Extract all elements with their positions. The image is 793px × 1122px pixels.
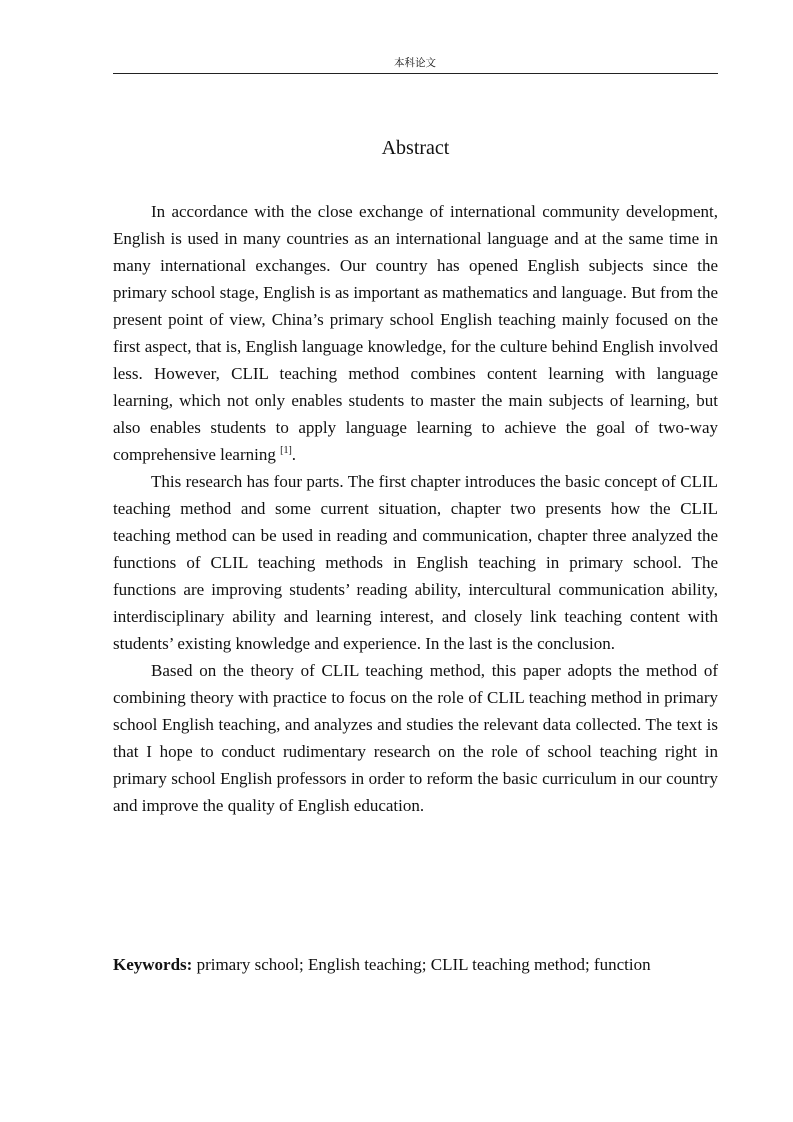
abstract-paragraph-3: Based on the theory of CLIL teaching method, this paper adopts the method of combining theory with practice to focus on the role of CLIL teaching method in primary school English teaching, and analyzes and studies the relevant data collected. The text is that I hope to conduct rudimentary research on the role of school teaching right in primary school English professors in order to reform the basic curriculum in our country and improve the quality of English education. [113,661,718,815]
paragraph-1-tail: . [291,445,297,464]
abstract-paragraph-2: This research has four parts. The first chapter introduces the basic concept of CLIL teaching method and some current situation, chapter two presents how the CLIL teaching method can be used in reading and communication, chapter three analyzed the functions of CLIL teaching methods in English teaching in primary school. The functions are improving students’ reading ability, intercultural communication ability, interdisciplinary ability and learning interest, and closely link teaching content with students’ existing knowledge and experience. In the last is the conclusion. [113,472,718,653]
paragraph-1-text: In accordance with the close exchange of international community development, English is used in many countries as an international language and at the same time in many international exchanges. Our country has opened English subjects since the primary school stage, English is as important as mathematics and language. But from the present point of view, China’s primary school English teaching mainly focused on the first aspect, that is, English language knowledge, for the culture behind English involved less. However, CLIL teaching method combines content learning with language learning, which not only enables students to master the main subjects of learning, but also enables students to apply language learning to achieve the goal of two-way comprehensive learning [113,202,718,464]
abstract-paragraph-1 [113,198,718,468]
citation-ref[interactable]: [1] [280,445,292,456]
keywords-value: primary school; English teaching; CLIL teaching method; function [192,955,651,974]
keywords-line [113,951,718,978]
keywords-label: Keywords: [113,955,193,974]
header-rule [113,73,718,74]
abstract-title: Abstract [381,137,450,159]
running-header: 本科论文 [394,57,436,69]
abstract-body [113,198,718,819]
